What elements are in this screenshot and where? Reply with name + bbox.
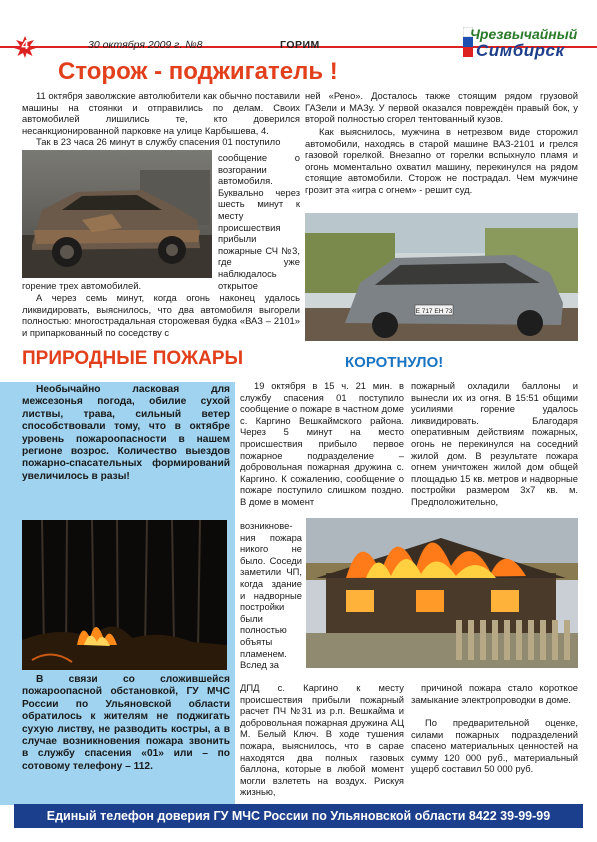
article1-seven-minutes: А через семь минут, когда огонь наконец удалось ликвидировать, выяснилось, что два автомобиля выгорели полностью: многострадальная сторожевая будка «ВАЗ – 2101» и припаркованный по соседству с bbox=[22, 292, 300, 338]
article1-right-para1: ней «Рено». Досталось также стоящим рядом грузовой ГАЗели и МАЗу. У первой оказался повреждён правый бок, у второй полностью сгорел тентованный кузов. bbox=[305, 90, 578, 125]
article3-col2-bottom1: причиной пожара стало короткое замыкание электропроводки в доме. bbox=[411, 682, 578, 705]
logo-bottom-text: Симбирск bbox=[476, 41, 565, 60]
article1-title: Сторож - поджигатель ! bbox=[58, 58, 338, 85]
article3-col2-top: пожарный охладили баллоны и вынесли их из огня. В 15:51 общими усилиями горение удалось ликвидировать. Благодаря оперативным действиям пожарных, огонь не перекинулся на соседний жилой дом. В результате пожара огнем уничтожен жилой дом общей площадью 15 кв. метров и надворные постройки размером 3х7 кв. м. Предположительно, bbox=[411, 380, 578, 507]
article1-beside-photo: сообщение о возгорании автомобиля. Буквально через шесть минут к месту происшествия прибыли пожарные СЧ №3, где уже наблюдалось открытое bbox=[218, 152, 300, 291]
article1-intro: 11 октября заволжские автолюбители как обычно поставили машины на стоянки и отправились по делам. Своих автомобилей лишились те, кто доверился несанкционированной парковке на улице Карбышева, 4. bbox=[22, 90, 300, 136]
article2-para2: В связи со сложившейся пожароопасной обстановкой, ГУ МЧС России по Ульяновской области обратилось к жителям не поджигать сухую листву, не разводить костры, а в случае возникновения пожара звонить в службу спасения «01» или – по сотовому телефону – 112. bbox=[22, 674, 230, 772]
section-title: ГОРИМ bbox=[280, 39, 320, 51]
article1-call-line: Так в 23 часа 26 минут в службу спасения 01 поступило bbox=[36, 136, 281, 147]
article2-para1: Необычайно ласковая для межсезонья погода, обилие сухой листвы, трава, сильный ветер способствовали тому, что в октябре уровень пожароопасности в нашем регионе возрос. Количество выездов пожарно-спасательных формирований увеличилось в разы! bbox=[22, 384, 230, 482]
article1-right-para2: Как выяснилось, мужчина в нетрезвом виде сторожил автомобили, находясь в старой машине ВАЗ-2101 и грелся газовой горелкой. Внезапно от горелки вспыхнуло пламя и огонь моментально охватил машину, перекинулся на рядом стоящие автомобили. Сторож не пострадал. Чем мужчине грозит эта «игра с огнем» - решит суд. bbox=[305, 126, 578, 195]
article3-col1-narrow: возникнове-ния пожара никого не было. Соседи заметили ЧП, когда здание и надворные постройки были полностью объяты пламенем. Вслед за bbox=[240, 520, 302, 671]
burned-car-photo-2 bbox=[305, 213, 578, 341]
article2-title: ПРИРОДНЫЕ ПОЖАРЫ bbox=[22, 348, 244, 369]
article1-continuation: горение трех автомобилей. bbox=[22, 280, 142, 291]
article3-col1-bottom: ДПД с. Каргино к месту происшествия прибыли пожарный расчет ПЧ №31 из р.п. Вешкайма и добровольная пожарная дружина АЦ М. Белый Ключ. В ходе тушения пожара, выяснилось, что в сарае находятся два полных газовых баллона, которые в любой момент могли взлететь на воздух. Рискуя жизнью, bbox=[240, 682, 404, 798]
car-plate-text: Е 717 ЕН 73 bbox=[415, 308, 453, 315]
house-fire-photo bbox=[306, 518, 578, 668]
burned-car-photo-1 bbox=[22, 150, 212, 278]
forest-fire-photo bbox=[22, 520, 227, 670]
article3-title: КОРОТНУЛО! bbox=[345, 354, 444, 371]
page-number: 4 bbox=[21, 37, 29, 52]
logo-top-text: Чрезвычайный bbox=[470, 26, 578, 42]
footer-hotline: Единый телефон доверия ГУ МЧС России по Ульяновской области 8422 39-99-99 bbox=[14, 804, 583, 828]
article3-col1-top: 19 октября в 15 ч. 21 мин. в службу спасения 01 поступило сообщение о пожаре в частном доме с. Каргино Вешкаймского района. Через 5 минут на место происшествия прибыло первое пожарное подразделение – добровольная пожарная дружина с. Каргино. К сожалению, сообщение о пожаре поступило слишком поздно. В доме в момент bbox=[240, 380, 404, 507]
article3-col2-bottom2: По предварительной оценке, силами пожарных подразделений спасено материальных ценностей на сумму 120 000 руб., материальный ущерб составил 50 000 руб. bbox=[411, 717, 578, 775]
issue-date: 30 октября 2009 г. №8 bbox=[88, 39, 203, 51]
